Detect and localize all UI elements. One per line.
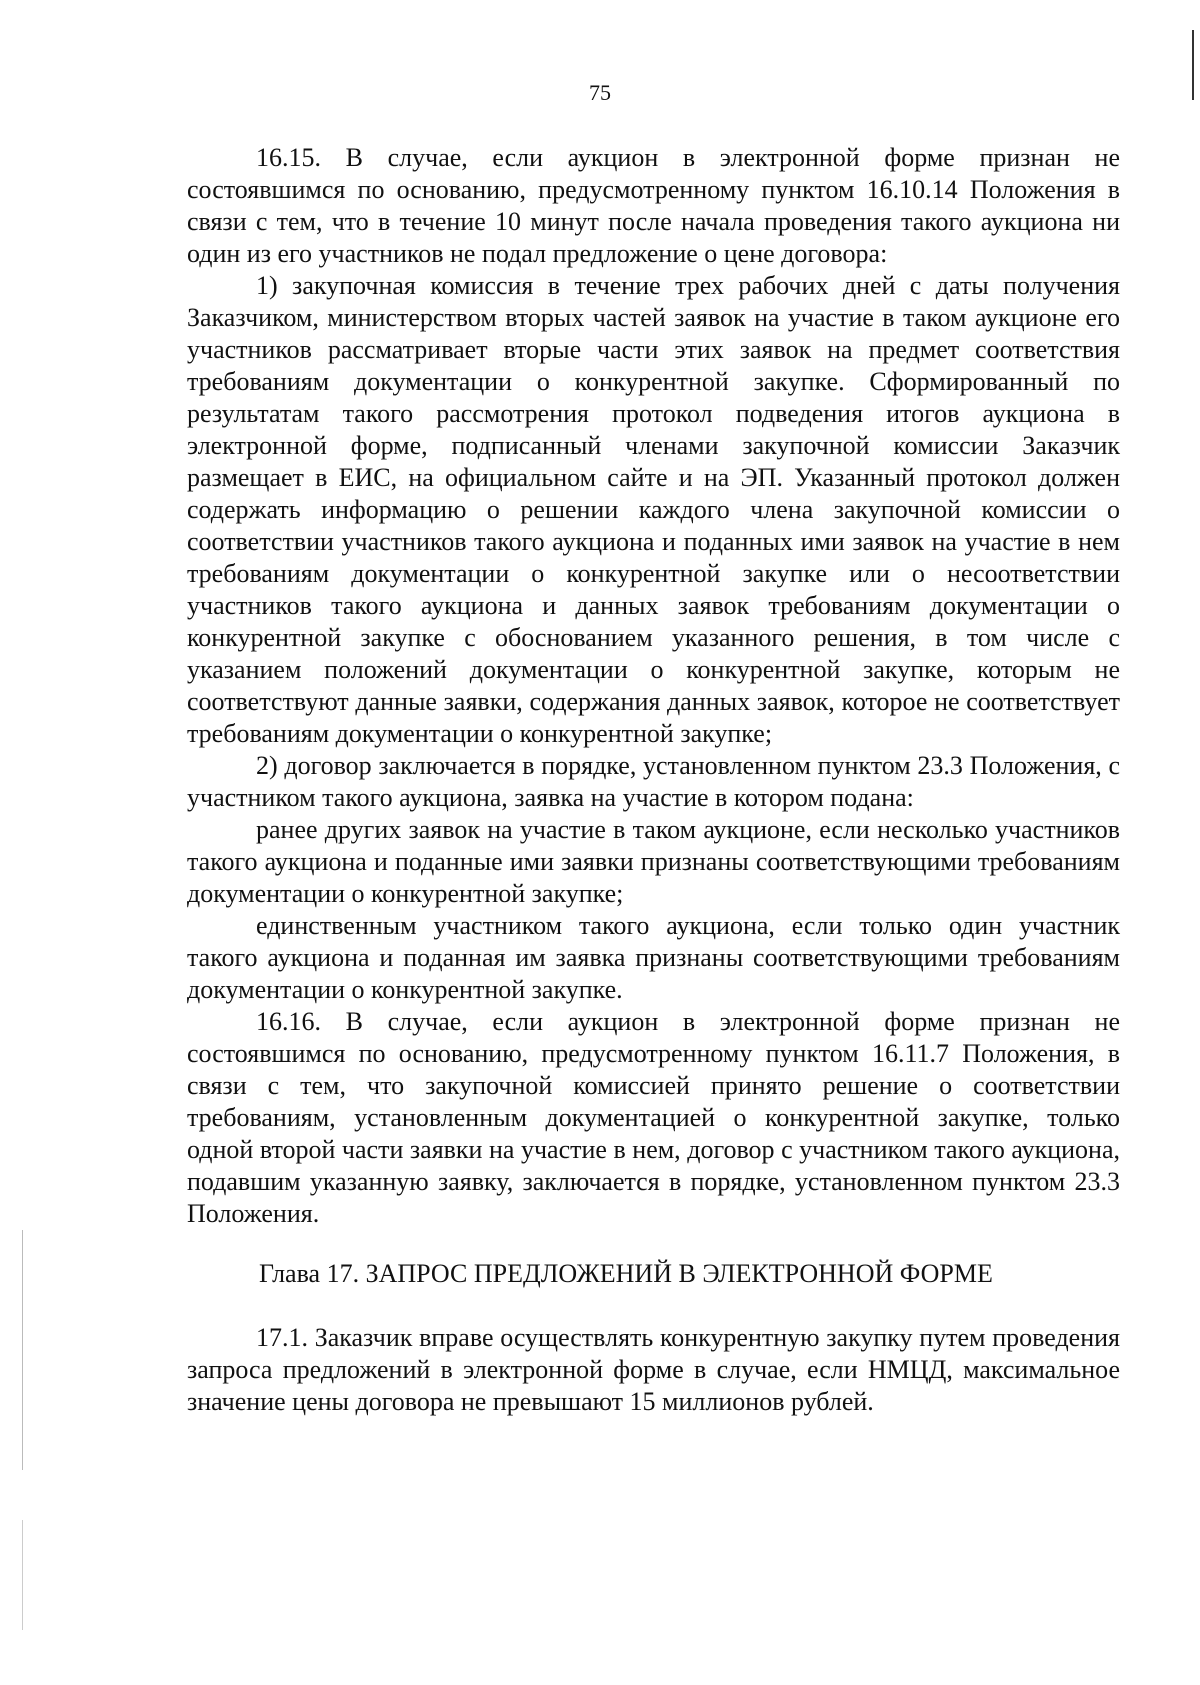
scan-margin-mark (22, 1230, 23, 1470)
document-body (187, 142, 1120, 1418)
paragraph-16-16: 16.16. В случае, если аукцион в электронной форме признан не состоявшимся по основанию, предусмотренному пунктом 16.11.7 Положения, в связи с тем, что закупочной комиссией принято решение о соответствии требованиям, установленным документацией о конкурентной закупке, только одной второй части заявки на участие в нем, договор с участником такого аукциона, подавшим указанную заявку, заключается в порядке, установленном пунктом 23.3 Положения. (187, 1007, 1120, 1228)
paragraph-16-15: 16.15. В случае, если аукцион в электронной форме признан не состоявшимся по основанию, предусмотренному пунктом 16.10.14 Положения в связи с тем, что в течение 10 минут после начала проведения такого аукциона ни один из его участников не подал предложение о цене договора: (187, 143, 1120, 268)
chapter-heading: Глава 17. ЗАПРОС ПРЕДЛОЖЕНИЙ В ЭЛЕКТРОННОЙ ФОРМЕ (259, 1259, 993, 1288)
paragraph-16-15-item-2-case-a: ранее других заявок на участие в таком аукционе, если несколько участников такого аукциона и поданные ими заявки признаны соответствующими требованиям документации о конкурентной закупке; (187, 815, 1120, 908)
paragraph-16-15-item-2: 2) договор заключается в порядке, установленном пунктом 23.3 Положения, с участником такого аукциона, заявка на участие в котором подана: (187, 751, 1120, 812)
scan-margin-mark (22, 1520, 23, 1630)
page-number: 75 (589, 80, 611, 105)
paragraph-17-1: 17.1. Заказчик вправе осуществлять конкурентную закупку путем проведения запроса предложений в электронной форме в случае, если НМЦД, максимальное значение цены договора не превышают 15 миллионов рублей. (187, 1323, 1120, 1416)
paragraph-16-15-item-2-case-b: единственным участником такого аукциона, если только один участник такого аукциона и поданная им заявка признаны соответствующими требованиям документации о конкурентной закупке. (187, 911, 1120, 1004)
paragraph-16-15-item-1: 1) закупочная комиссия в течение трех рабочих дней с даты получения Заказчиком, министерством вторых частей заявок на участие в таком аукционе его участников рассматривает вторые части этих заявок на предмет соответствия требованиям документации о конкурентной закупке. Сформированный по результатам такого рассмотрения протокол подведения итогов аукциона в электронной форме, подписанный членами закупочной комиссии Заказчик размещает в ЕИС, на официальном сайте и на ЭП. Указанный протокол должен содержать информацию о решении каждого члена закупочной комиссии о соответствии участников такого аукциона и поданных ими заявок на участие в нем требованиям документации о конкурентной закупке или о несоответствии участников такого аукциона и данных заявок требованиям документации о конкурентной закупке с обоснованием указанного решения, в том числе с указанием положений документации о конкурентной закупке, которым не соответствуют данные заявки, содержания данных заявок, которое не соответствует требованиям документации о конкурентной закупке; (187, 271, 1120, 748)
